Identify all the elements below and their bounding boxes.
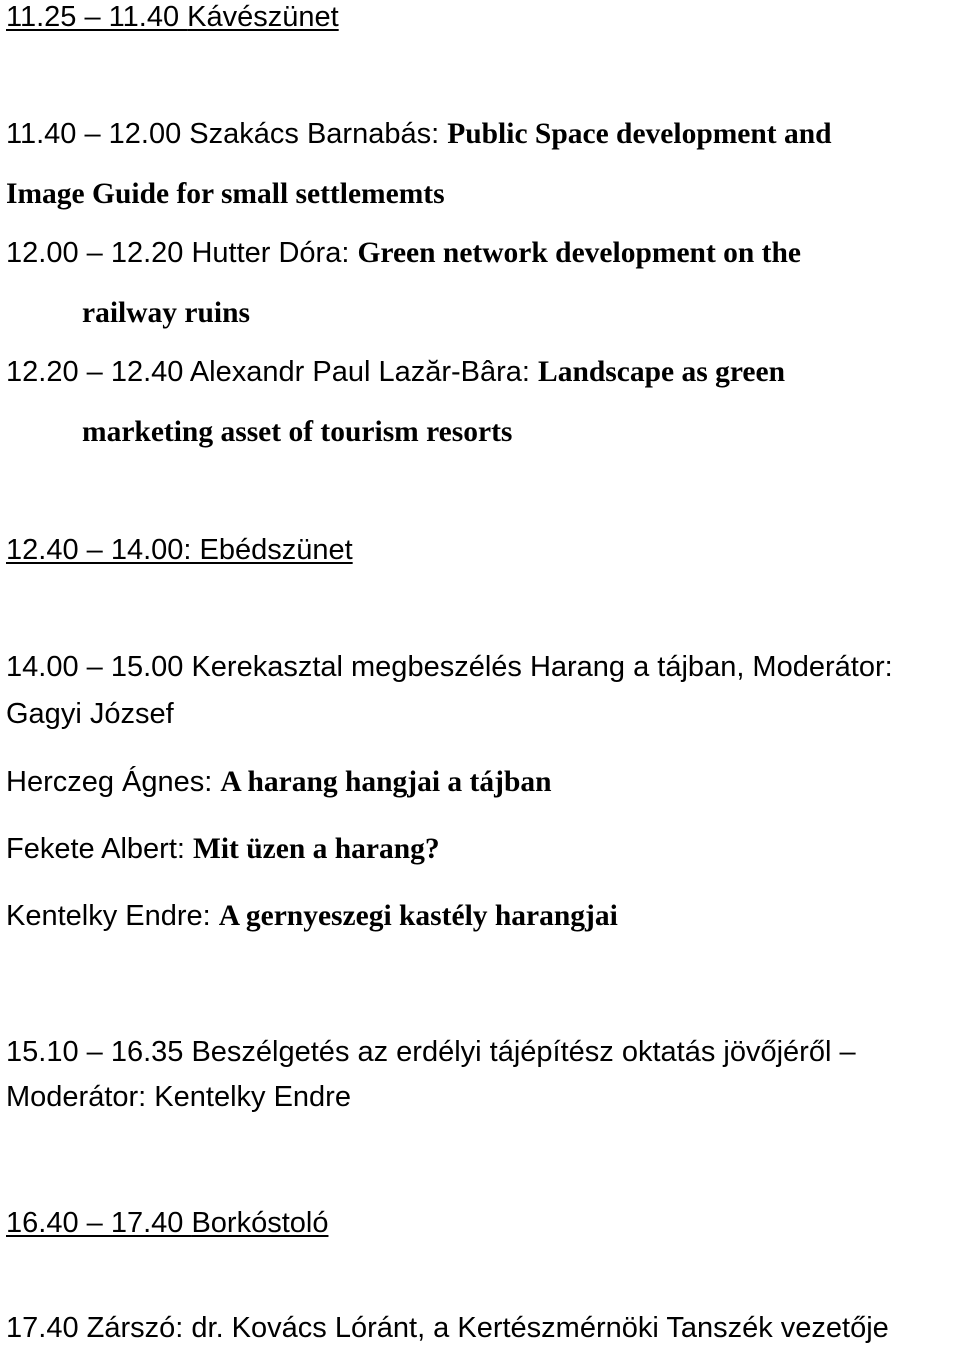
- program-line-talk-3: [6, 355, 785, 389]
- roundtable-talk-2: [6, 832, 440, 866]
- time-range: 12.00 – 12.20: [6, 237, 192, 269]
- talk-title-continued: Image Guide for small settlememts: [6, 178, 445, 210]
- program-line-wine-tasting: [6, 1206, 328, 1240]
- event-label: Beszélgetés az erdélyi tájépítész oktatás jövőjéről –: [191, 1036, 856, 1068]
- speaker-name: Hutter Dóra:: [191, 237, 358, 269]
- program-line-roundtable: [6, 650, 893, 684]
- talk-title: Public Space development and: [447, 118, 832, 150]
- program-line-talk-2: [6, 236, 801, 270]
- program-line-closing: [6, 1311, 889, 1345]
- speaker-name: Kentelky Endre:: [6, 900, 219, 932]
- talk-title-continued: marketing asset of tourism resorts: [82, 416, 513, 448]
- talk-title-continued: railway ruins: [82, 297, 250, 329]
- speaker-name: Fekete Albert:: [6, 833, 193, 865]
- program-line-discussion: [6, 1035, 856, 1069]
- speaker-name: Szakács Barnabás:: [189, 118, 448, 150]
- time-range: 17.40: [6, 1312, 87, 1344]
- roundtable-talk-3: [6, 899, 618, 933]
- time-range: 11.40 – 12.00: [6, 118, 190, 150]
- time-range: 12.40 – 14.00:: [6, 534, 200, 566]
- talk-title: Landscape as green: [538, 356, 785, 388]
- talk-title: A harang hangjai a tájban: [220, 766, 552, 798]
- time-range: 15.10 – 16.35: [6, 1036, 192, 1068]
- event-label: Kávészünet: [187, 1, 339, 33]
- program-line-coffee-break: [6, 0, 339, 34]
- talk-title: A gernyeszegi kastély harangjai: [218, 900, 618, 932]
- discussion-moderator: Moderátor: Kentelky Endre: [6, 1081, 351, 1113]
- talk-title: Green network development on the: [357, 237, 802, 269]
- event-label: Ebédszünet: [199, 534, 353, 566]
- roundtable-talk-1: [6, 765, 552, 799]
- roundtable-moderator: Gagyi József: [6, 698, 174, 730]
- time-range: 16.40 – 17.40: [6, 1207, 192, 1239]
- program-line-lunch-break: [6, 533, 353, 567]
- talk-title: Mit üzen a harang?: [193, 833, 440, 865]
- speaker-name: Alexandr Paul Lazăr-Bâra:: [189, 356, 539, 388]
- time-range: 11.25 – 11.40: [6, 1, 188, 33]
- event-label: Zárszó: dr. Kovács Lóránt, a Kertészmérnöki Tanszék vezetője: [86, 1312, 889, 1344]
- time-range: 12.20 – 12.40: [6, 356, 190, 388]
- program-line-talk-1: [6, 117, 832, 151]
- time-range: 14.00 – 15.00: [6, 651, 192, 683]
- event-label: Borkóstoló: [191, 1207, 329, 1239]
- event-label: Kerekasztal megbeszélés Harang a tájban, Moderátor:: [191, 651, 893, 683]
- speaker-name: Herczeg Ágnes:: [6, 766, 221, 798]
